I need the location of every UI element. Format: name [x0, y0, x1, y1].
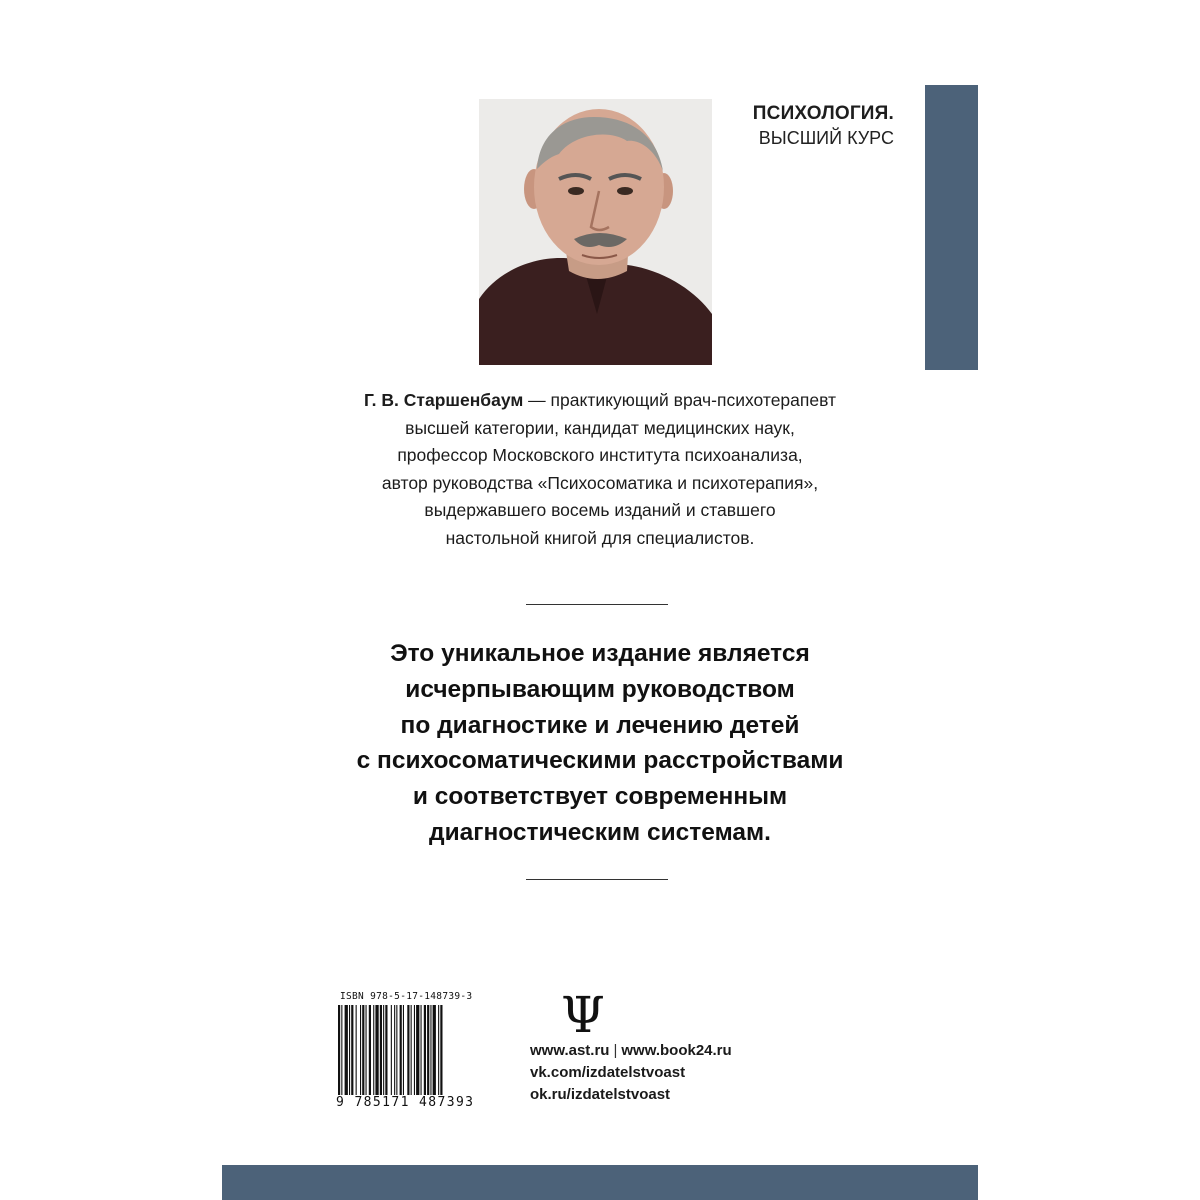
- barcode-bar: [356, 1005, 357, 1095]
- accent-bottom-bar: [222, 1165, 978, 1200]
- blurb-line: Это уникальное издание является: [390, 640, 810, 667]
- barcode-bar: [414, 1005, 415, 1095]
- barcode-bar: [366, 1005, 367, 1095]
- series-label: [753, 103, 894, 149]
- barcode-bar: [440, 1005, 442, 1095]
- barcode-bar: [427, 1005, 429, 1095]
- barcode-bar: [407, 1005, 409, 1095]
- barcode-bar: [394, 1005, 395, 1095]
- link-vk[interactable]: vk.com/izdatelstvoast: [530, 1064, 686, 1081]
- barcode-bar: [362, 1005, 364, 1095]
- barcode-bar: [433, 1005, 436, 1095]
- author-name: Г. В. Старшенбаум: [363, 390, 524, 410]
- blurb-line: по диагностике и лечению детей: [400, 711, 800, 739]
- barcode-bar: [383, 1005, 384, 1095]
- barcode-bar: [373, 1005, 374, 1095]
- series-title: ПСИХОЛОГИЯ.: [752, 103, 894, 124]
- barcode-bar: [391, 1005, 392, 1095]
- barcode-bar: [411, 1005, 412, 1095]
- barcode-bar: [430, 1005, 431, 1095]
- barcode-bar: [338, 1005, 340, 1095]
- barcode-bar: [349, 1005, 350, 1095]
- barcode-bar: [380, 1005, 382, 1095]
- barcode-bar: [424, 1005, 426, 1095]
- barcode-bar: [341, 1005, 342, 1095]
- barcode-bar: [360, 1005, 361, 1095]
- series-subtitle: ВЫСШИЙ КУРС: [758, 128, 894, 148]
- book-blurb: [290, 636, 910, 851]
- link-ast[interactable]: www.ast.ru: [530, 1042, 610, 1059]
- barcode-bar: [375, 1005, 378, 1095]
- barcode-bar: [351, 1005, 353, 1095]
- barcode-bar: [369, 1005, 371, 1095]
- barcode-bar: [345, 1005, 348, 1095]
- blurb-line: и соответствует современным: [412, 783, 788, 811]
- barcode-bar: [396, 1005, 397, 1095]
- barcode-bars: [336, 1005, 480, 1097]
- divider-top: [526, 604, 668, 605]
- barcode-bar: [421, 1005, 422, 1095]
- author-portrait-image: [479, 99, 712, 365]
- author-bio: [300, 387, 900, 553]
- barcode: [336, 991, 480, 1121]
- bio-line: автор руководства «Психосоматика и психотерапия»,: [381, 472, 819, 493]
- link-ok[interactable]: ok.ru/izdatelstvoast: [530, 1086, 671, 1103]
- barcode-bar: [403, 1005, 404, 1095]
- link-book24[interactable]: www.book24.ru: [621, 1042, 732, 1059]
- barcode-bar: [400, 1005, 402, 1095]
- link-separator: |: [613, 1042, 618, 1059]
- barcode-bar: [385, 1005, 387, 1095]
- barcode-bar: [416, 1005, 419, 1095]
- publisher-links: [530, 1040, 732, 1106]
- barcode-bar: [438, 1005, 439, 1095]
- bio-line: выдержавшего восемь изданий и ставшего: [424, 500, 776, 521]
- divider-bottom: [526, 879, 668, 880]
- accent-side-bar: [925, 85, 978, 370]
- bio-line: высшей категории, кандидат медицинских наук,: [405, 417, 795, 438]
- bio-line: [300, 387, 900, 415]
- publisher-logo-icon: Ψ: [561, 986, 605, 1044]
- author-photo: [479, 99, 712, 365]
- blurb-line: с психосоматическими расстройствами: [356, 747, 844, 775]
- blurb-line: исчерпывающим руководством: [405, 675, 795, 703]
- bio-line-text: — практикующий врач-психотерапевт: [523, 390, 837, 410]
- blurb-line: диагностическим системам.: [429, 818, 771, 846]
- bio-line: профессор Московского института психоанализа,: [397, 445, 803, 466]
- links-row-sites: [530, 1040, 732, 1062]
- bio-line: настольной книгой для специалистов.: [445, 527, 755, 548]
- isbn-label: ISBN 978-5-17-148739-3: [340, 991, 473, 1002]
- barcode-digits: 9 785171 487393: [336, 1095, 475, 1110]
